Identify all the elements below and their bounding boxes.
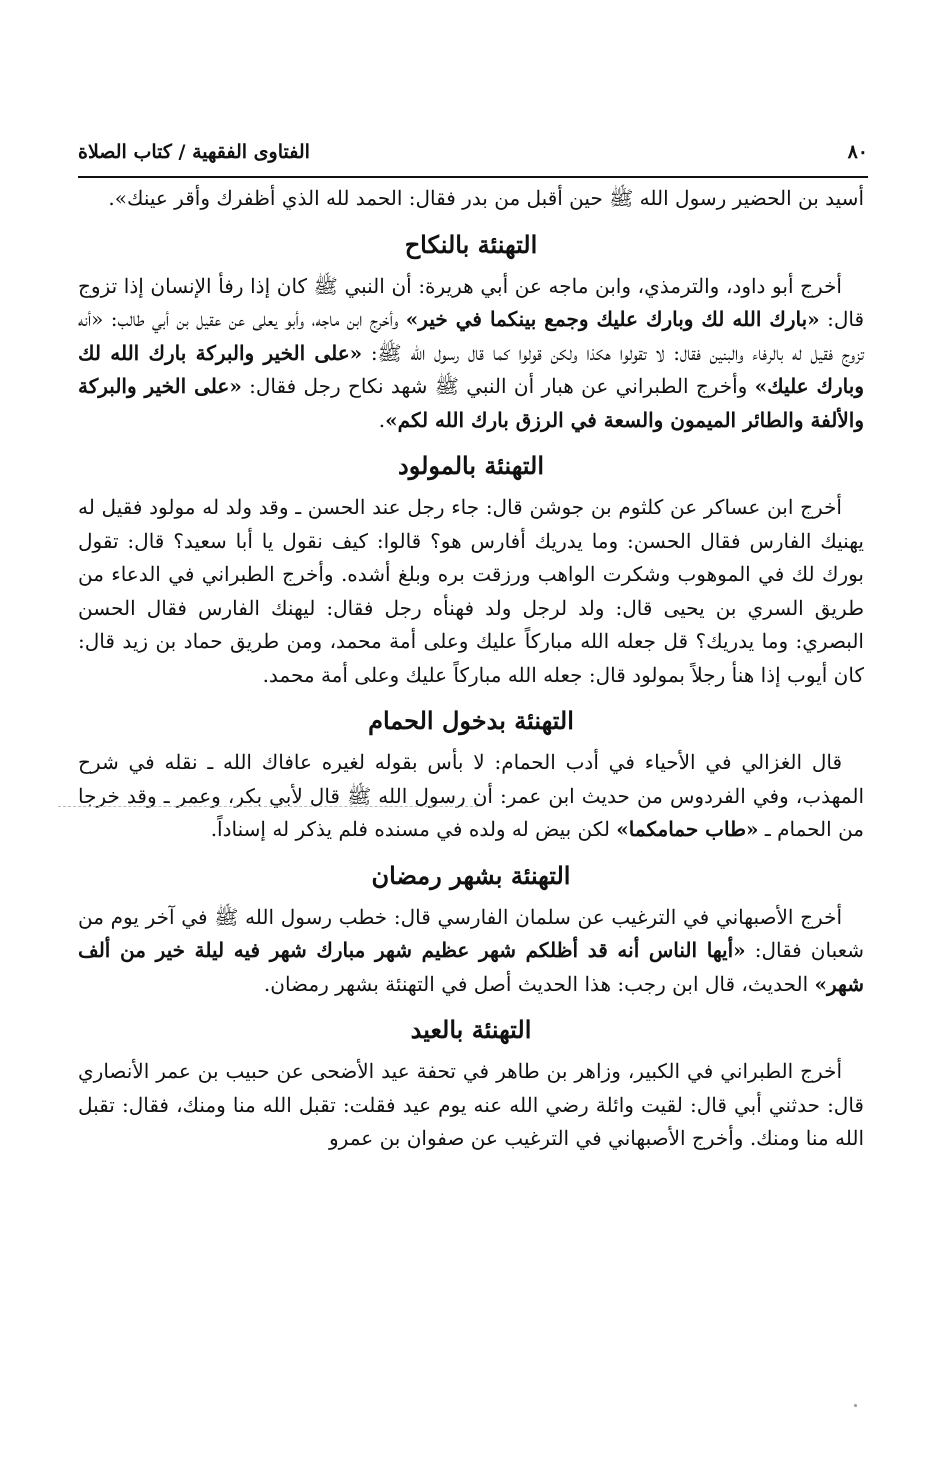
paragraph-text: وأخرج ابن ماجه، وأبو يعلى عن عقيل بن أبي طالب:: [103, 307, 406, 331]
paragraph-text: أخرج الأصبهاني في الترغيب عن سلمان الفارسي قال: خطب رسول الله ﷺ في آخر يوم من شعبان فقال:: [78, 904, 865, 962]
section-heading: التهنئة بشهر رمضان: [371, 860, 571, 890]
paragraph-text: لكن بيض له ولده في مسنده فلم يذكر له إسناداً.: [210, 817, 617, 841]
header-divider: [78, 176, 868, 178]
paragraph: [78, 746, 864, 847]
page-body: [78, 182, 864, 1156]
scan-smudge: [58, 806, 478, 807]
quoted-hadith-text: «على الخير والبركة والألفة والطائر الميمون والسعة في الرزق بارك الله لكم»: [78, 374, 864, 432]
quoted-hadith-text: «أيها الناس أنه قد أظلكم شهر عظيم شهر مبارك شهر فيه ليلة خير من ألف شهر»: [78, 938, 864, 996]
section-heading: التهنئة بالعيد: [410, 1015, 532, 1044]
paragraph-text: الحديث، قال ابن رجب: هذا الحديث أصل في التهنئة بشهر رمضان.: [263, 971, 815, 996]
paragraph: [78, 491, 864, 692]
quoted-hadith-text: «طاب حمامكما»: [616, 817, 759, 841]
paragraph-text: أخرج ابن عساكر عن كلثوم بن جوشن قال: جاء رجل عند الحسن ـ وقد ولد له مولود فقيل له يهنيك الفارس فقال الحسن: وما يدريك أفارس هو؟ قالوا: كيف نقول يا أبا سعيد؟ قال: تقول بورك لك في الموهوب وشكرت الواهب ورزقت بره وبلغ أشده. وأخرج الطبراني في الدعاء من طريق السري بن يحيى قال: ولد لرجل ولد فهنأه رجل فقال: ليهنك الفارس فقال الحسن البصري: وما يدريك؟ قل جعله الله مباركاً عليك وعلى أمة محمد، ومن طريق حماد بن زيد قال: كان أيوب إذا هنأ رجلاً بمولود قال: جعله الله مباركاً عليك وعلى أمة محمد.: [78, 495, 864, 687]
paragraph: [78, 270, 864, 438]
section-heading: التهنئة بدخول الحمام: [368, 706, 574, 735]
paragraph: [78, 901, 864, 1002]
paragraph: [78, 182, 864, 216]
paragraph-text: قال الغزالي في الأحياء في أدب الحمام: لا بأس بقوله لغيره عافاك الله ـ نقله في شرح المهذب، وفي الفردوس من حديث ابن عمر: أن رسول الله ﷺ قال لأبي بكر، وعمر ـ وقد خرجا من الحمام ـ: [78, 750, 864, 841]
page-number: ٨٠: [847, 141, 868, 163]
running-title: الفتاوى الفقهية / كتاب الصلاة: [78, 141, 310, 163]
section-heading: التهنئة بالنكاح: [404, 229, 538, 259]
paragraph-text: أخرج الطبراني في الكبير، وزاهر بن طاهر في تحفة عيد الأضحى عن حبيب بن عمر الأنصاري قال: حدثني أبي قال: لقيت وائلة رضي الله عنه يوم عيد فقلت: تقبل الله منا ومنك، فقال: تقبل الله منا ومنك. وأخرج الأصبهاني في الترغيب عن صفوان بن عمرو: [78, 1059, 864, 1150]
page-header: [78, 134, 868, 170]
paragraph-text: وأخرج الطبراني عن هبار أن النبي ﷺ شهد نكاح رجل فقال:: [241, 374, 755, 398]
quoted-hadith-text: «بارك الله لك وبارك عليك وجمع بينكما في خير»: [405, 307, 820, 331]
section-heading: التهنئة بالمولود: [398, 451, 544, 480]
paragraph-text: أسيد بن الحضير رسول الله ﷺ حين أقبل من بدر فقال: الحمد لله الذي أظفرك وأقر عينك».: [108, 186, 864, 210]
paragraph-text: .: [378, 407, 386, 432]
paragraph: [78, 1055, 864, 1156]
paragraph-text: «أنه تزوج فقيل له بالرفاء والبنين فقال: لا تقولوا هكذا ولكن قولوا كما قال رسول الله ﷺ:: [78, 307, 864, 365]
paragraph-text: أخرج أبو داود، والترمذي، وابن ماجه عن أبي هريرة: أن النبي ﷺ كان إذا رفأ الإنسان إذا تزوج قال:: [78, 273, 865, 331]
quoted-hadith-text: «على الخير والبركة بارك الله لك وبارك عليك»: [78, 340, 865, 398]
scan-speck: [854, 1404, 857, 1407]
